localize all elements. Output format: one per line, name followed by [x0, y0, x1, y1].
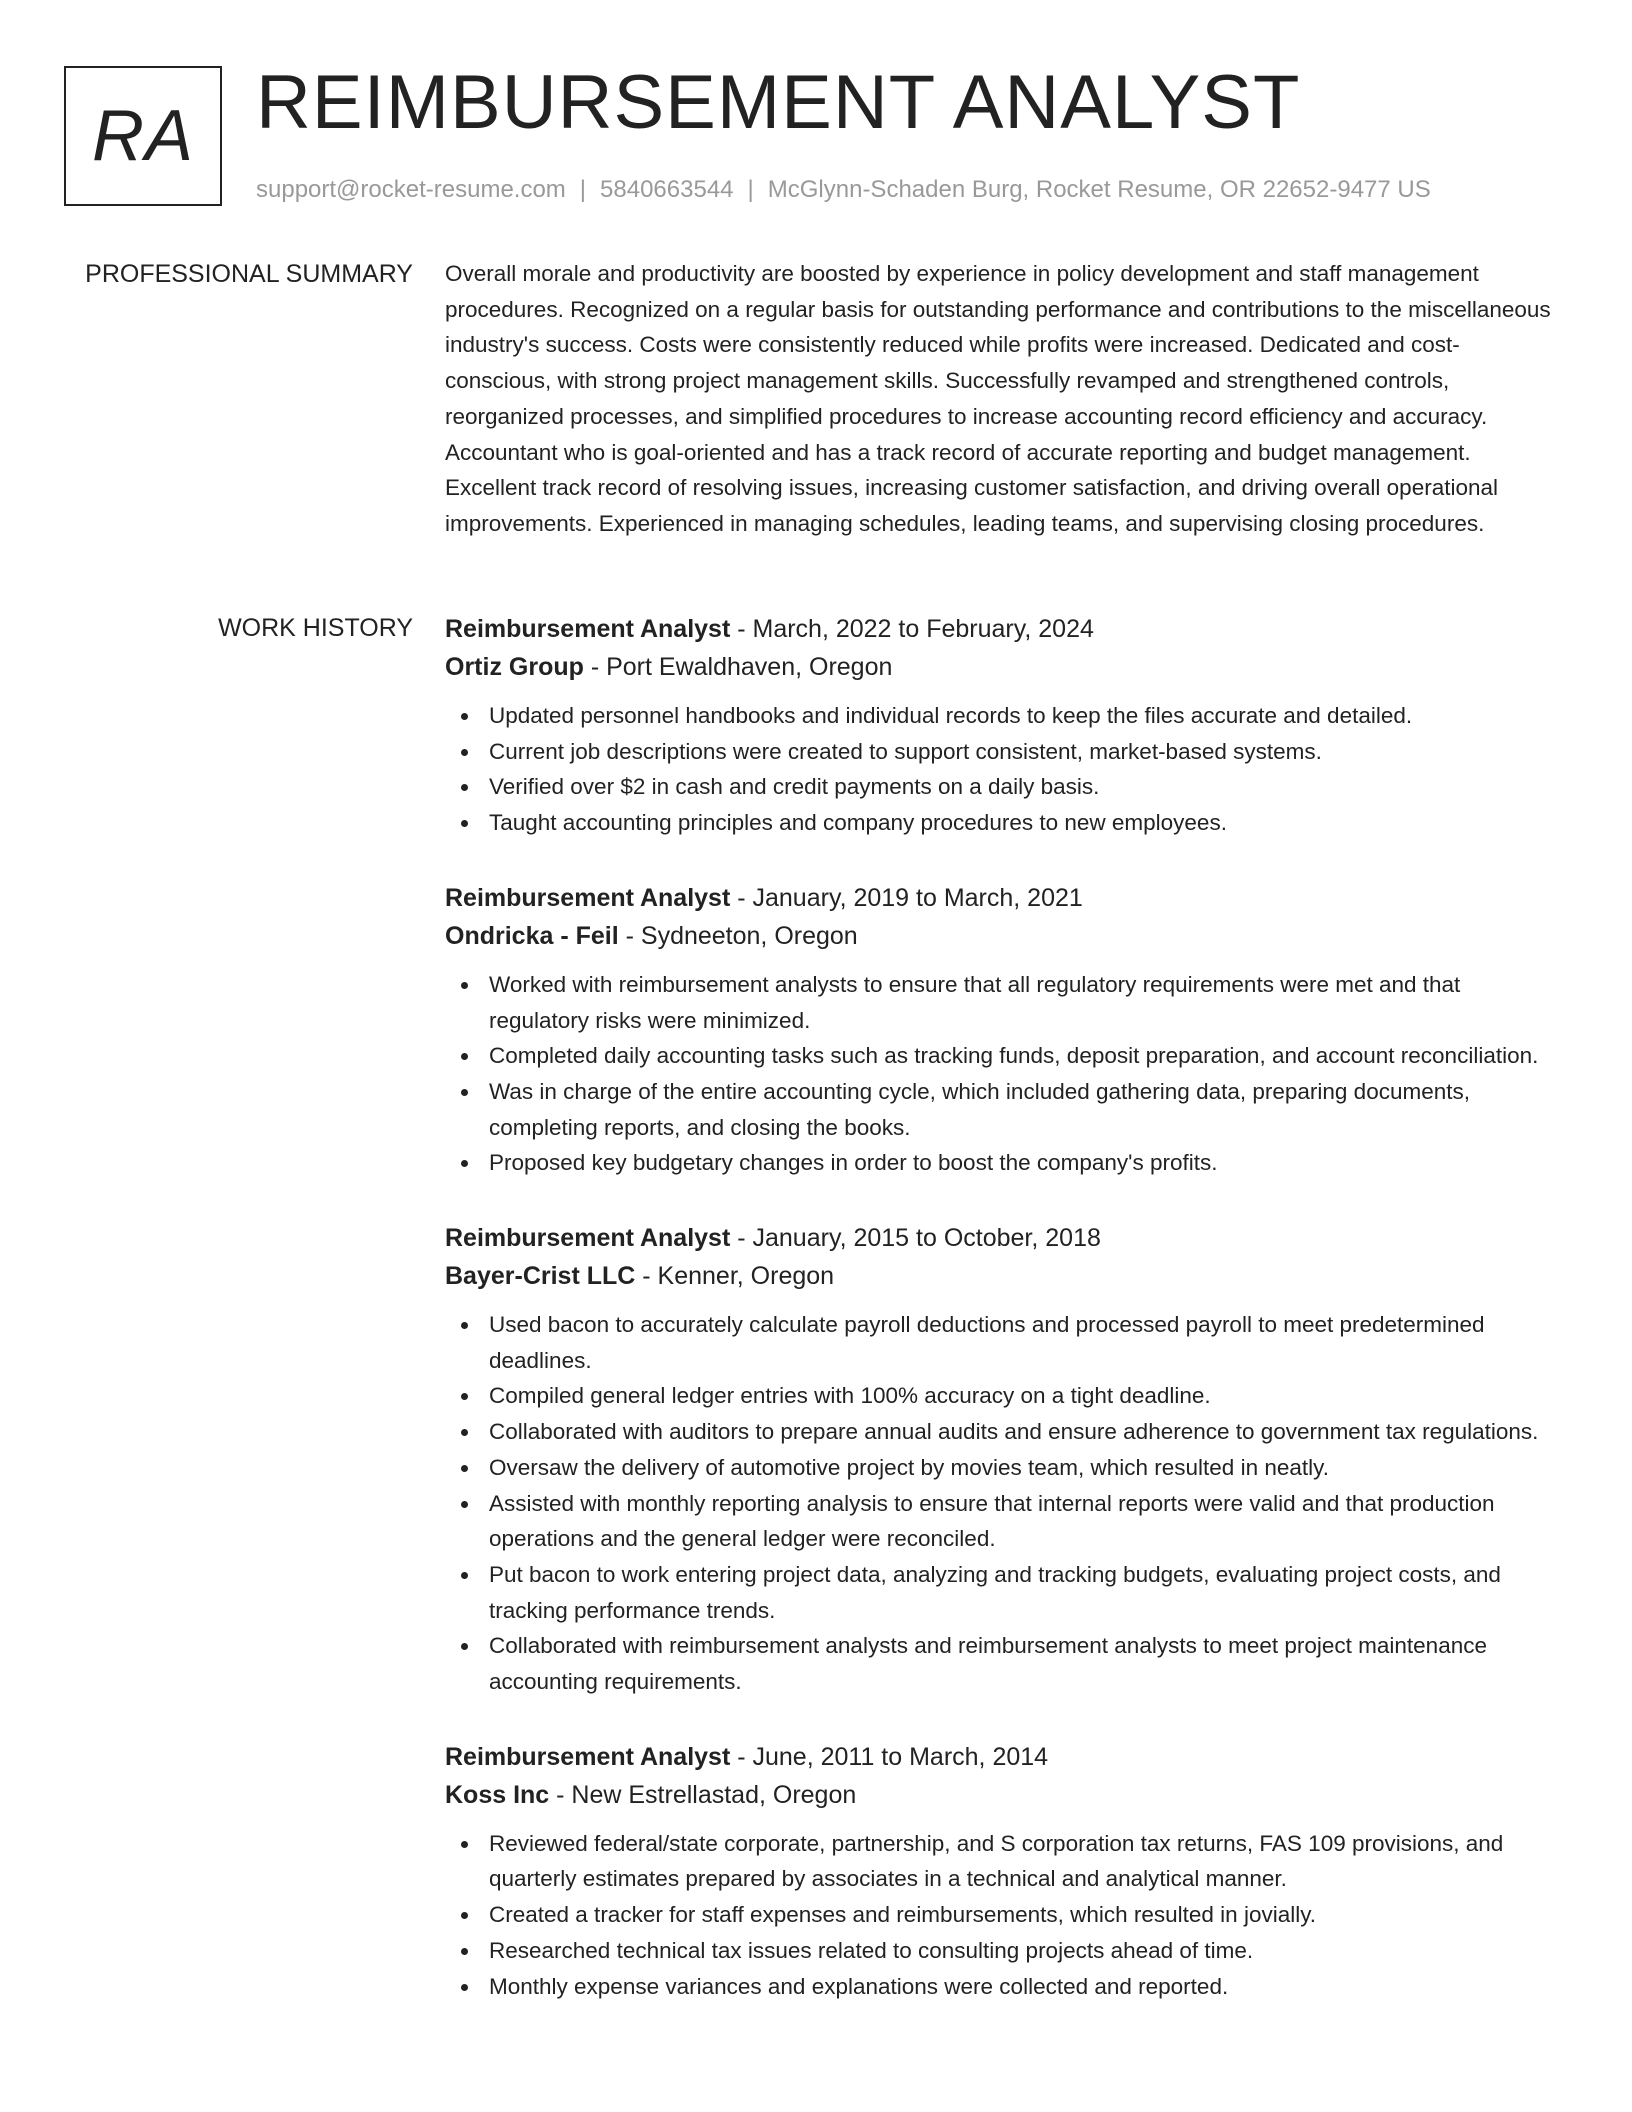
job-bullet-item: Taught accounting principles and company procedures to new employees.	[445, 805, 1560, 841]
job-bullet-item: Created a tracker for staff expenses and reimbursements, which resulted in jovially.	[445, 1897, 1560, 1933]
job-dates: - January, 2015 to October, 2018	[730, 1224, 1101, 1253]
job-bullet-list	[445, 1826, 1560, 2005]
job-location: - Port Ewaldhaven, Oregon	[583, 653, 893, 681]
job-bullet-item: Was in charge of the entire accounting cycle, which included gathering data, preparing documents, completing reports, and closing the books.	[445, 1074, 1560, 1145]
job-bullet-list	[445, 698, 1560, 841]
job-bullet-item: Verified over $2 in cash and credit payments on a daily basis.	[445, 769, 1560, 805]
job-bullet-item: Compiled general ledger entries with 100% accuracy on a tight deadline.	[445, 1378, 1560, 1414]
job-bullet-item: Monthly expense variances and explanations were collected and reported.	[445, 1969, 1560, 2005]
job-dates: - March, 2022 to February, 2024	[730, 615, 1094, 643]
job-company-line	[445, 648, 1560, 686]
job-dates: - June, 2011 to March, 2014	[730, 1742, 1049, 1771]
job-entry	[445, 1219, 1560, 1700]
contact-separator: |	[579, 176, 587, 203]
contact-phone[interactable]: 5840663544	[600, 176, 734, 203]
job-location: - Kenner, Oregon	[635, 1262, 835, 1291]
job-title: Reimbursement Analyst	[445, 1742, 731, 1771]
job-dates: - January, 2019 to March, 2021	[730, 883, 1083, 912]
job-title-line	[445, 879, 1560, 917]
job-company-line	[445, 917, 1560, 955]
monogram-logo	[64, 66, 222, 206]
job-bullet-item: Oversaw the delivery of automotive project by movies team, which resulted in neatly.	[445, 1450, 1560, 1486]
job-title-line	[445, 1738, 1560, 1776]
job-location: - Sydneeton, Oregon	[618, 921, 858, 950]
job-title-line	[445, 1219, 1560, 1257]
section-label-work-history: WORK HISTORY	[218, 614, 413, 642]
page-title: REIMBURSEMENT ANALYST	[256, 60, 1301, 145]
work-history-body	[445, 610, 1560, 2004]
job-company-line	[445, 1776, 1560, 1814]
summary-body	[445, 256, 1560, 542]
job-bullet-item: Put bacon to work entering project data, analyzing and tracking budgets, evaluating project costs, and tracking performance trends.	[445, 1557, 1560, 1628]
job-title: Reimbursement Analyst	[445, 883, 731, 912]
job-entry	[445, 610, 1560, 841]
job-company-line	[445, 1257, 1560, 1295]
monogram-text: RA	[91, 96, 195, 176]
job-company: Ondricka - Feil	[445, 921, 619, 950]
job-bullet-item: Researched technical tax issues related to consulting projects ahead of time.	[445, 1933, 1560, 1969]
contact-address: McGlynn-Schaden Burg, Rocket Resume, OR 22652-9477 US	[767, 176, 1431, 203]
job-bullet-item: Reviewed federal/state corporate, partnership, and S corporation tax returns, FAS 109 provisions, and quarterly estimates prepared by associates in a technical and analytical manner.	[445, 1826, 1560, 1897]
job-entry	[445, 879, 1560, 1181]
section-label-summary: PROFESSIONAL SUMMARY	[85, 260, 413, 288]
job-title: Reimbursement Analyst	[445, 615, 731, 643]
job-company: Ortiz Group	[445, 653, 584, 681]
job-location: - New Estrellastad, Oregon	[549, 1780, 857, 1809]
job-bullet-item: Worked with reimbursement analysts to ensure that all regulatory requirements were met and that regulatory risks were minimized.	[445, 967, 1560, 1038]
job-bullet-list	[445, 967, 1560, 1181]
job-bullet-item: Completed daily accounting tasks such as tracking funds, deposit preparation, and account reconciliation.	[445, 1038, 1560, 1074]
job-bullet-item: Current job descriptions were created to support consistent, market-based systems.	[445, 734, 1560, 770]
job-company: Koss Inc	[445, 1780, 550, 1809]
contact-line	[256, 174, 1431, 206]
contact-email[interactable]: support@rocket-resume.com	[256, 176, 566, 203]
job-bullet-item: Collaborated with auditors to prepare annual audits and ensure adherence to government tax regulations.	[445, 1414, 1560, 1450]
job-bullet-item: Assisted with monthly reporting analysis to ensure that internal reports were valid and that production operations and the general ledger were reconciled.	[445, 1486, 1560, 1557]
job-bullet-item: Proposed key budgetary changes in order to boost the company's profits.	[445, 1145, 1560, 1181]
summary-text: Overall morale and productivity are boosted by experience in policy development and staff management procedures. Recognized on a regular basis for outstanding performance and contributions to the miscellaneous industry's success. Costs were consistently reduced while profits were increased. Dedicated and cost-conscious, with strong project management skills. Successfully revamped and strengthened controls, reorganized processes, and simplified procedures to increase accounting record efficiency and accuracy. Accountant who is goal-oriented and has a track record of accurate reporting and budget management. Excellent track record of resolving issues, increasing customer satisfaction, and driving overall operational improvements. Experienced in managing schedules, leading teams, and supervising closing procedures.	[445, 261, 1551, 536]
job-bullet-item: Collaborated with reimbursement analysts and reimbursement analysts to meet project maintenance accounting requirements.	[445, 1628, 1560, 1699]
job-company: Bayer-Crist LLC	[445, 1262, 636, 1291]
job-bullet-item: Updated personnel handbooks and individual records to keep the files accurate and detailed.	[445, 698, 1560, 734]
job-title: Reimbursement Analyst	[445, 1224, 731, 1253]
job-bullet-item: Used bacon to accurately calculate payroll deductions and processed payroll to meet predetermined deadlines.	[445, 1307, 1560, 1378]
job-bullet-list	[445, 1307, 1560, 1700]
contact-separator: |	[747, 176, 754, 203]
job-entry	[445, 1738, 1560, 2005]
job-title-line	[445, 610, 1560, 648]
